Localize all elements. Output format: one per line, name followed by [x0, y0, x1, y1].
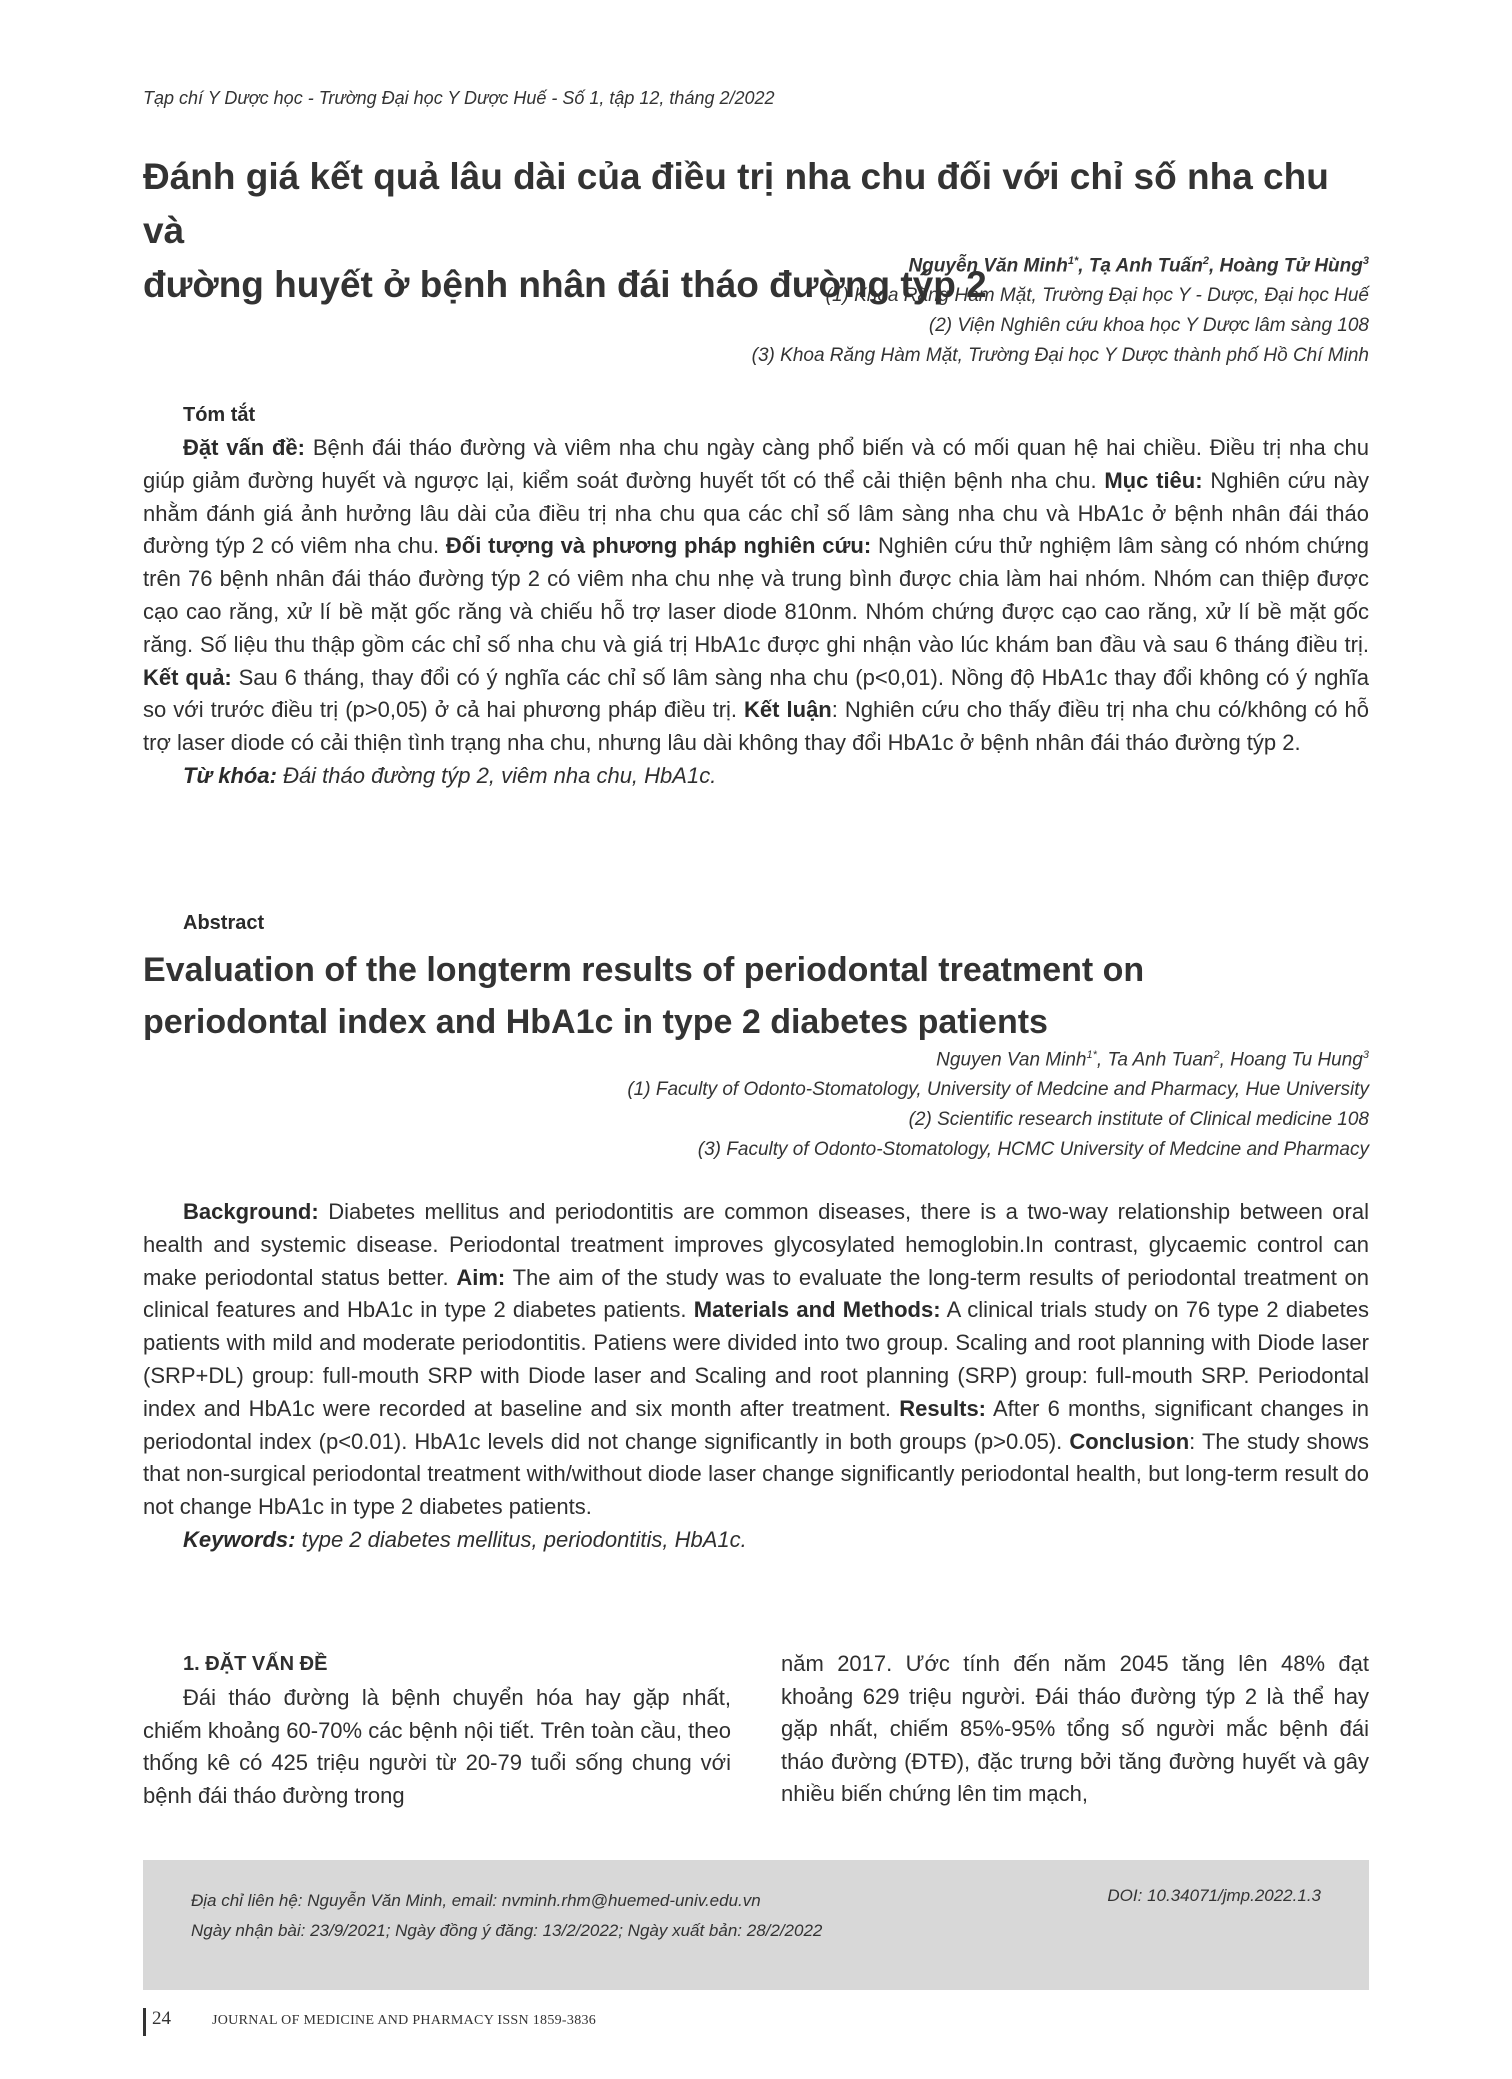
author-name: Tạ Anh Tuấn — [1088, 255, 1203, 277]
vietnamese-title-line-2: đường huyết ở bệnh nhân đái tháo đường týp 2 — [143, 264, 987, 305]
affiliation: (3) Faculty of Odonto-Stomatology, HCMC University of Medcine and Pharmacy — [697, 1139, 1369, 1161]
journal-footer: JOURNAL OF MEDICINE AND PHARMACY ISSN 1859-3836 — [212, 2013, 597, 2028]
keywords-text: Đái tháo đường týp 2, viêm nha chu, HbA1c. — [276, 762, 717, 788]
abstract-section-text: Sau 6 tháng, thay đổi có ý nghĩa các chỉ số lâm sàng nha chu (p<0,01). Nồng độ HbA1c thay đổi không có ý nghĩa so với trước điều trị (p>0,05) ở cả hai phương pháp điều trị. — [143, 664, 1370, 723]
abstract-section-text: Nghiên cứu thử nghiệm lâm sàng có nhóm chứng trên 76 bệnh nhân đái tháo đường týp 2 có viêm nha chu nhẹ và trung bình được chia làm hai nhóm. Nhóm can thiệp được cạo cao răng, xử lí bề mặt gốc răng và chiếu hỗ trợ laser diode 810nm. Nhóm chứng được cạo cao răng, xử lí bề mặt gốc răng. Số liệu thu thập gồm các chỉ số nha chu và giá trị HbA1c được ghi nhận vào lúc khám ban đầu và sau 6 tháng điều trị. — [143, 533, 1370, 657]
abstract-section-text: : Nghiên cứu cho thấy điều trị nha chu có/không có hỗ trợ laser diode có cải thiện tình trạng nha chu, nhưng lâu dài không thay đổi HbA1c ở bệnh nhân đái tháo đường týp 2. — [143, 697, 1369, 756]
vietnamese-authors — [752, 246, 1369, 371]
affiliation: (1) Khoa Răng Hàm Mặt, Trường Đại học Y - Dược, Đại học Huế — [825, 285, 1369, 307]
author-separator: , — [1078, 255, 1089, 277]
affiliation: (1) Faculty of Odonto-Stomatology, University of Medcine and Pharmacy, Hue University — [627, 1079, 1369, 1101]
correspondence-box — [143, 1860, 1369, 1990]
correspondence-info — [191, 1886, 822, 1946]
author-marker: 2 — [1213, 1049, 1220, 1061]
abstract-section-text: After 6 months, significant changes in periodontal index (p<0.01). HbA1c levels did not change significantly in both groups (p>0.05). — [143, 1395, 1369, 1454]
abstract-section-label: Background: — [183, 1199, 319, 1224]
abstract-section-text: A clinical trials study on 76 type 2 diabetes patients with mild and moderate periodontitis. Patiens were divided into two group. Scaling and root planning with Diode laser (SRP+DL) group: full-mouth SRP with Diode laser and Scaling and root planning (SRP) group: full-mouth SRP. Periodontal index and HbA1c were recorded at baseline and six month after treatment. — [143, 1297, 1370, 1421]
author-name: Nguyen Van Minh — [936, 1049, 1087, 1071]
body-column-right — [781, 1648, 1369, 1811]
abstract-section-text: Diabetes mellitus and periodontitis are common diseases, there is a two-way relationship between oral health and systemic disease. Periodontal treatment improves glycosylated hemoglobin.In contrast, glycaemic control can make periodontal status better. — [143, 1199, 1369, 1290]
author-name: Ta Anh Tuan — [1107, 1049, 1214, 1071]
author-marker: 1* — [1086, 1049, 1097, 1061]
abstract-section-label: Materials and Methods: — [693, 1297, 941, 1323]
author-list — [627, 1040, 1369, 1075]
doi-text: DOI: 10.34071/jmp.2022.1.3 — [1107, 1886, 1321, 1905]
abstract-section-label: Kết luận — [744, 697, 832, 723]
abstract-section-text: : The study shows that non-surgical periodontal treatment with/without diode laser change significantly periodontal health, but long-term result do not change HbA1c in type 2 diabetes patients. — [143, 1428, 1369, 1520]
dates-line: Ngày nhận bài: 23/9/2021; Ngày đồng ý đăng: 13/2/2022; Ngày xuất bản: 28/2/2022 — [191, 1921, 823, 1940]
abstract-section-label: Kết quả: — [143, 664, 232, 690]
abstract-section-label: Conclusion — [1069, 1428, 1190, 1454]
keywords-label: Từ khóa: — [183, 762, 277, 788]
vietnamese-abstract — [143, 432, 1369, 793]
abstract-section-text: Bệnh đái tháo đường và viêm nha chu ngày càng phổ biến và có mối quan hệ hai chiều. Điều trị nha chu giúp giảm đường huyết và ngược lại, kiểm soát đường huyết tốt có thể cải thiện bệnh nha chu. — [143, 435, 1369, 493]
author-list — [752, 246, 1369, 281]
abstract-section-label: Results: — [899, 1395, 986, 1421]
english-abstract — [143, 1196, 1369, 1557]
keywords-label: Keywords: — [183, 1526, 296, 1552]
vietnamese-title-line-1: Đánh giá kết quả lâu dài của điều trị nha chu đối với chỉ số nha chu và — [143, 156, 1329, 251]
page-number-divider — [143, 2008, 146, 2036]
abstract-section-text: The aim of the study was to evaluate the long-term results of periodontal treatment on clinical features and HbA1c in type 2 diabetes patients. — [143, 1264, 1369, 1323]
abstract-section-label: Mục tiêu: — [1104, 467, 1203, 493]
abstract-section-text: Nghiên cứu này nhằm đánh giá ảnh hưởng lâu dài của điều trị nha chu qua các chỉ số lâm sàng nha chu và HbA1c ở bệnh nhân đái tháo đường týp 2 có viêm nha chu. — [143, 467, 1369, 559]
abstract-section-label: Đối tượng và phương pháp nghiên cứu: — [445, 533, 872, 559]
author-name: Hoàng Tử Hùng — [1219, 255, 1363, 277]
affiliation: (2) Viện Nghiên cứu khoa học Y Dược lâm sàng 108 — [928, 315, 1369, 337]
author-marker: 1* — [1067, 255, 1079, 267]
affiliation: (3) Khoa Răng Hàm Mặt, Trường Đại học Y Dược thành phố Hồ Chí Minh — [751, 345, 1369, 367]
abstract-section-label: Aim: — [456, 1264, 506, 1290]
author-marker: 3 — [1362, 255, 1369, 267]
author-separator: , — [1219, 1049, 1231, 1071]
english-title-line-2: periodontal index and HbA1c in type 2 diabetes patients — [143, 1003, 1048, 1041]
page-number: 24 — [152, 2008, 171, 2029]
contact-line: Địa chỉ liên hệ: Nguyễn Văn Minh, email: nvminh.rhm@huemed-univ.edu.vn — [191, 1891, 761, 1910]
section-heading: 1. ĐẶT VẤN ĐỀ — [183, 1653, 328, 1675]
keywords-text: type 2 diabetes mellitus, periodontitis, HbA1c. — [295, 1526, 747, 1552]
body-paragraph: năm 2017. Ước tính đến năm 2045 tăng lên 48% đạt khoảng 629 triệu người. Đái tháo đường týp 2 là thể hay gặp nhất, chiếm 85%-95% tổng số người mắc bệnh đái tháo đường (ĐTĐ), đặc trưng bởi tăng đường huyết và gây nhiều biến chứng lên tim mạch, — [781, 1651, 1369, 1807]
english-title — [143, 944, 1373, 1048]
author-separator: , — [1096, 1049, 1108, 1071]
body-paragraph: Đái tháo đường là bệnh chuyển hóa hay gặp nhất, chiếm khoảng 60-70% các bệnh nội tiết. Trên toàn cầu, theo thống kê có 425 triệu người từ 20-79 tuổi sống chung với bệnh đái tháo đường trong — [143, 1685, 731, 1808]
author-marker: 3 — [1362, 1049, 1369, 1061]
body-column-left — [143, 1648, 731, 1812]
affiliation: (2) Scientific research institute of Clinical medicine 108 — [908, 1109, 1369, 1131]
english-title-line-1: Evaluation of the longterm results of periodontal treatment on — [143, 951, 1145, 989]
summary-label: Tóm tắt — [183, 404, 256, 426]
english-authors — [627, 1040, 1369, 1165]
abstract-label: Abstract — [183, 912, 265, 934]
author-separator: , — [1208, 255, 1220, 277]
author-marker: 2 — [1202, 255, 1209, 267]
journal-header: Tạp chí Y Dược học - Trường Đại học Y Dược Huế - Số 1, tập 12, tháng 2/2022 — [143, 88, 775, 108]
author-name: Hoang Tu Hung — [1230, 1049, 1363, 1071]
abstract-section-label: Đặt vấn đề: — [183, 435, 305, 460]
author-name: Nguyễn Văn Minh — [908, 255, 1068, 277]
